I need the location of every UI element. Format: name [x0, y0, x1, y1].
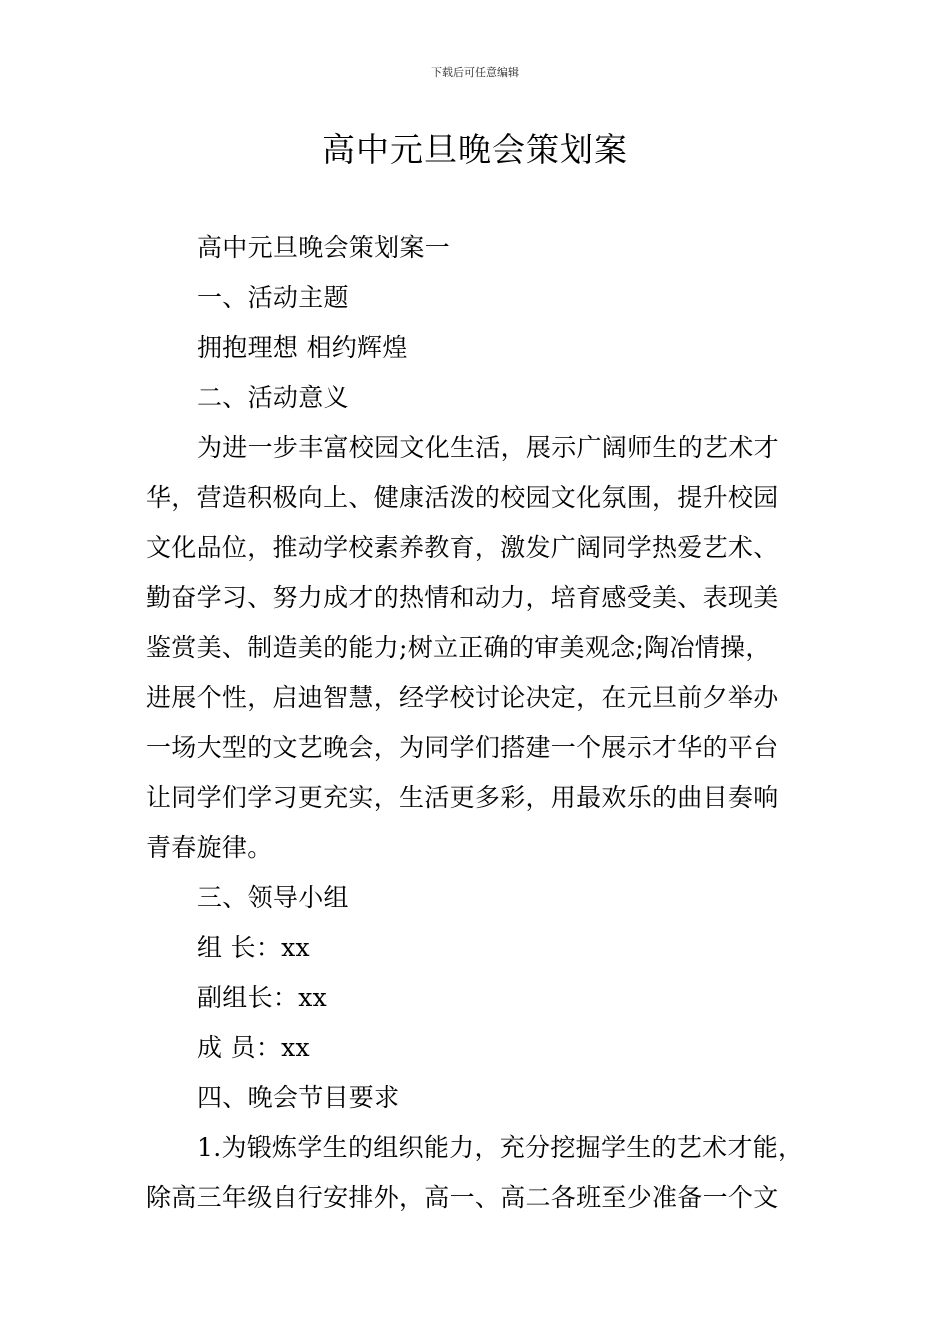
text-line: 为进一步丰富校园文化生活，展示广阔师生的艺术才 — [197, 433, 779, 462]
text-line: 进展个性，启迪智慧，经学校讨论决定，在元旦前夕举办 — [146, 683, 779, 712]
section-heading: 四、晚会节目要求 — [197, 1083, 400, 1112]
text-line: 除高三年级自行安排外，高一、高二各班至少准备一个文 — [146, 1183, 779, 1212]
text-line: 组 长：xx — [197, 933, 310, 962]
document-title: 高中元旦晚会策划案 — [322, 130, 628, 169]
text-line: 一场大型的文艺晚会，为同学们搭建一个展示才华的平台 — [146, 733, 779, 762]
text-line: 1.为锻炼学生的组织能力，充分挖掘学生的艺术才能， — [197, 1133, 804, 1162]
document-body — [146, 223, 846, 1223]
text-line: 华，营造积极向上、健康活泼的校园文化氛围，提升校园 — [146, 483, 779, 512]
text-line: 让同学们学习更充实，生活更多彩，用最欢乐的曲目奏响 — [146, 783, 779, 812]
text-line: 高中元旦晚会策划案一 — [197, 233, 451, 262]
text-line: 勤奋学习、努力成才的热情和动力，培育感受美、表现美 — [146, 583, 779, 612]
section-heading: 三、领导小组 — [197, 883, 349, 912]
text-line: 鉴赏美、制造美的能力;树立正确的审美观念;陶冶情操， — [146, 633, 771, 662]
text-line: 文化品位，推动学校素养教育，激发广阔同学热爱艺术、 — [146, 533, 779, 562]
text-line: 青春旋律。 — [146, 833, 273, 862]
text-line: 成 员：xx — [197, 1033, 310, 1062]
section-heading: 二、活动意义 — [197, 383, 349, 412]
section-heading: 一、活动主题 — [197, 283, 349, 312]
text-line: 副组长：xx — [197, 983, 327, 1012]
text-line: 拥抱理想 相约辉煌 — [197, 333, 408, 362]
header-note: 下载后可任意编辑 — [431, 66, 519, 79]
